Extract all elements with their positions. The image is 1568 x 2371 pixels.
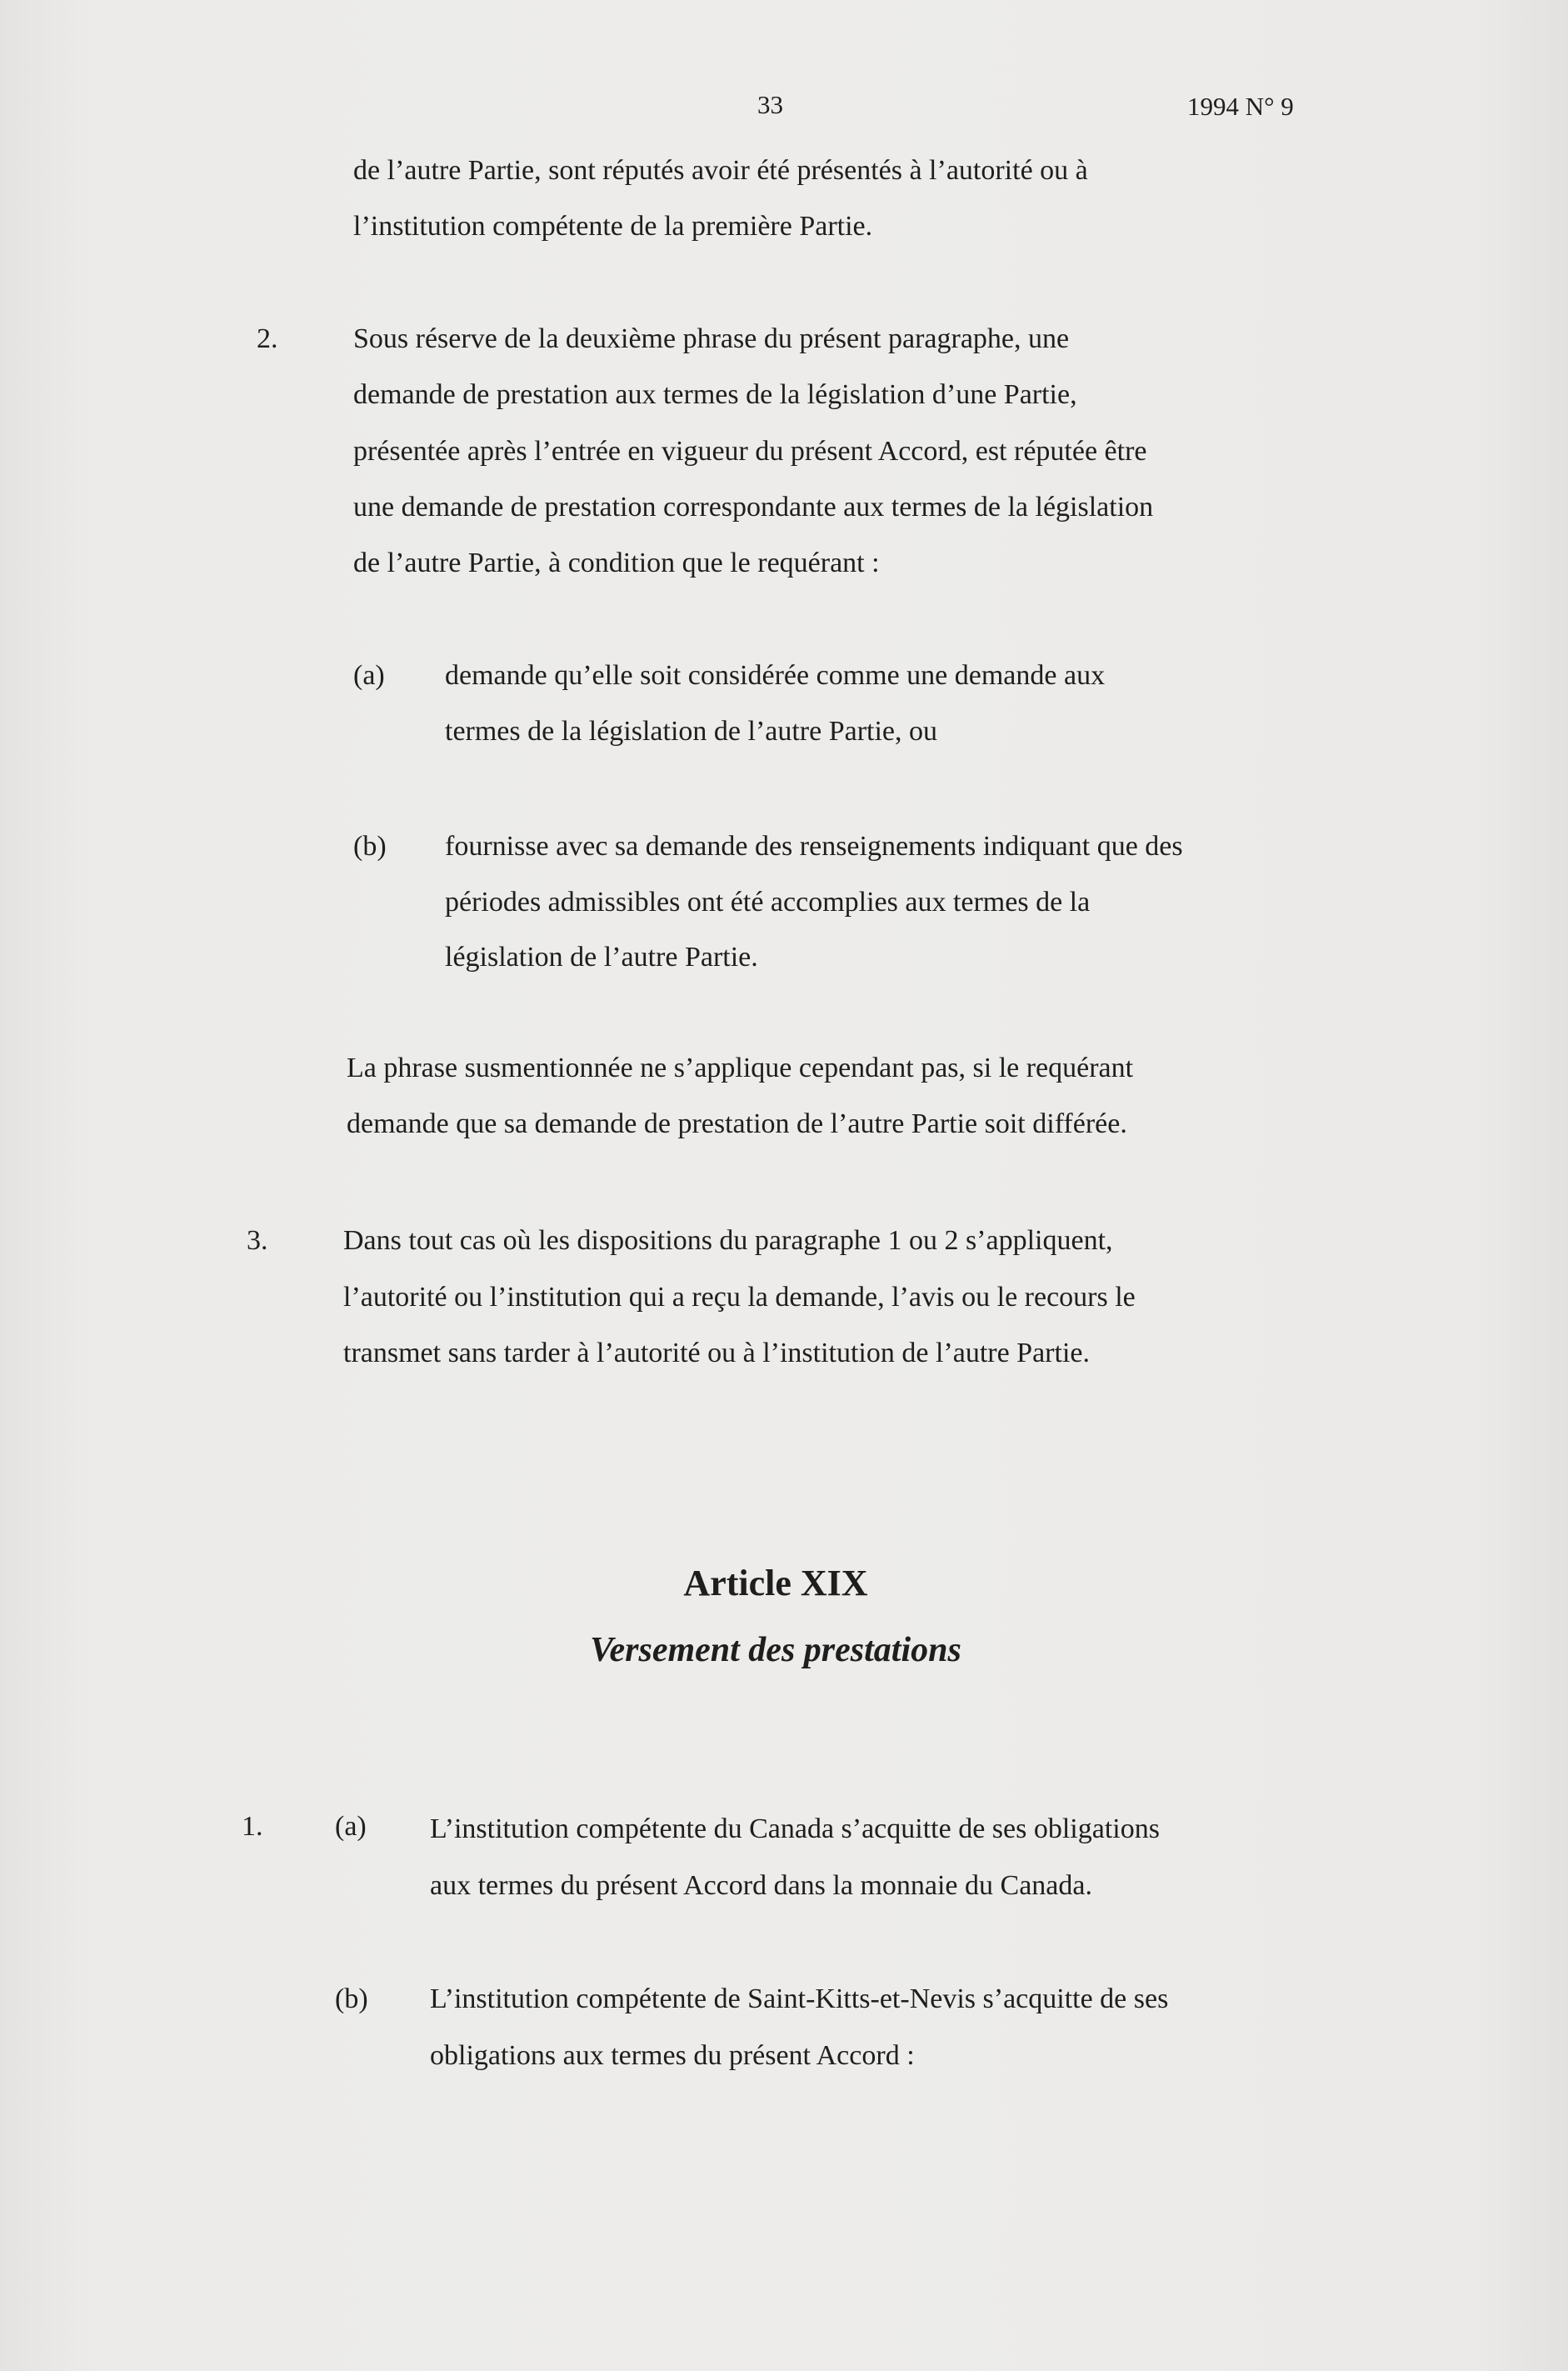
paragraph-line: l’autorité ou l’institution qui a reçu la demande, l’avis ou le recours le (343, 1282, 1136, 1313)
item-label: (a) (335, 1811, 367, 1842)
paragraph-line: une demande de prestation correspondante aux termes de la législation (353, 492, 1154, 523)
item-line: demande qu’elle soit considérée comme une demande aux (445, 660, 1106, 691)
item-line: aux termes du présent Accord dans la monnaie du Canada. (430, 1870, 1092, 1901)
item-line: L’institution compétente du Canada s’acquitte de ses obligations (430, 1813, 1160, 1844)
item-line: obligations aux termes du présent Accord : (430, 2040, 915, 2071)
item-line: législation de l’autre Partie. (445, 942, 758, 973)
paragraph-line: La phrase susmentionnée ne s’applique cependant pas, si le requérant (347, 1053, 1134, 1083)
paragraph-line: Sous réserve de la deuxième phrase du présent paragraphe, une (353, 323, 1070, 354)
paragraph-number: 3. (247, 1225, 268, 1256)
paragraph-line: présentée après l’entrée en vigueur du présent Accord, est réputée être (353, 436, 1147, 467)
paragraph-line: demande que sa demande de prestation de l’autre Partie soit différée. (347, 1108, 1127, 1139)
item-label: (b) (335, 1983, 368, 2014)
item-line: fournisse avec sa demande des renseignements indiquant que des (445, 831, 1183, 862)
continuation-line: de l’autre Partie, sont réputés avoir été présentés à l’autorité ou à (353, 155, 1088, 186)
paragraph-line: transmet sans tarder à l’autorité ou à l’institution de l’autre Partie. (343, 1338, 1090, 1368)
article-number: Article XIX (683, 1563, 868, 1603)
page-number: 33 (757, 90, 783, 119)
item-line: termes de la législation de l’autre Partie, ou (445, 716, 938, 747)
paragraph-line: de l’autre Partie, à condition que le requérant : (353, 548, 880, 578)
paragraph-line: demande de prestation aux termes de la législation d’une Partie, (353, 379, 1077, 410)
item-line: périodes admissibles ont été accomplies aux termes de la (445, 887, 1091, 918)
item-label: (b) (353, 831, 387, 862)
paragraph-number: 1. (242, 1811, 263, 1842)
continuation-line: l’institution compétente de la première Partie. (353, 211, 873, 242)
item-line: L’institution compétente de Saint-Kitts-et-Nevis s’acquitte de ses (430, 1983, 1169, 2014)
item-label: (a) (353, 660, 385, 691)
article-title: Versement des prestations (590, 1631, 961, 1669)
paragraph-number: 2. (257, 323, 278, 354)
paragraph-line: Dans tout cas où les dispositions du paragraphe 1 ou 2 s’appliquent, (343, 1225, 1113, 1256)
document-reference: 1994 N° 9 (1187, 92, 1294, 121)
